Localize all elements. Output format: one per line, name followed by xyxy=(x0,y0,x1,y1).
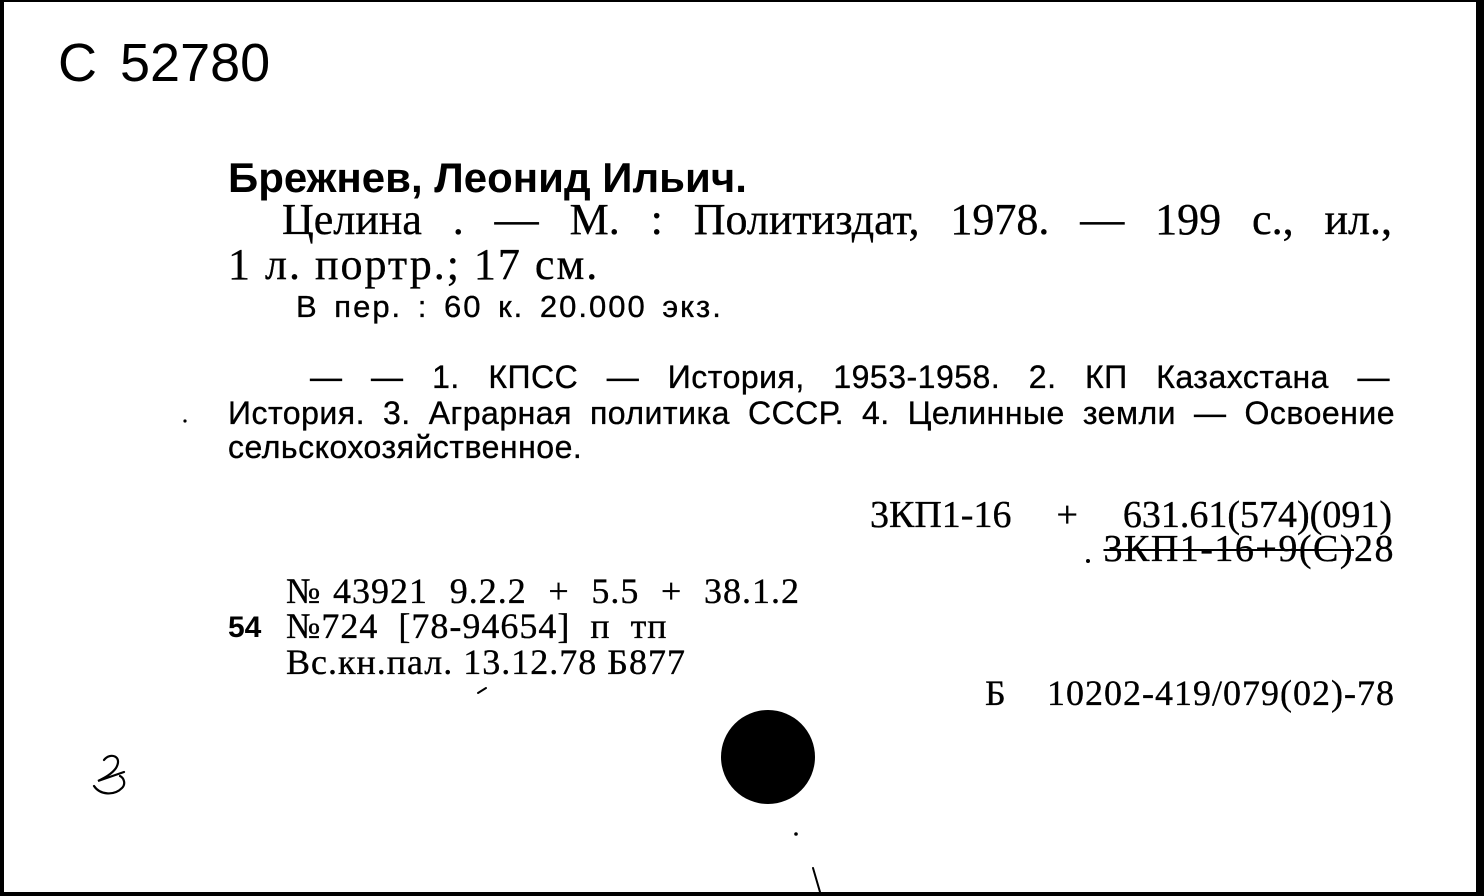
physical-description: 1 л. портр.; 17 см. xyxy=(228,240,600,289)
card-number-line: №724 [78-94654] п тп xyxy=(286,606,668,646)
classification-tail: 28 xyxy=(1354,528,1395,570)
price-and-print-run: В пер. : 60 к. 20.000 экз. xyxy=(296,289,723,324)
order-number-line: №43921 9.2.2 + 5.5 + 38.1.2 xyxy=(286,571,800,611)
punch-hole xyxy=(721,710,815,804)
subject-headings-line: сельскохозяйственное. xyxy=(228,429,583,465)
shelf-mark: С 52780 xyxy=(58,33,271,93)
classification-index-corrected xyxy=(1103,530,1395,568)
title-imprint-line: Целина . — М. : Политиздат, 1978. — 199 с., ил., xyxy=(282,195,1392,244)
subject-headings-line: История. 3. Аграрная политика СССР. 4. Целинные земли — Освоение xyxy=(228,395,1395,431)
copies-number: 54 xyxy=(228,611,262,644)
struck-classification: 3КП1-16+9(С) xyxy=(1103,528,1354,570)
subject-headings-line: — — 1. КПСС — История, 1953-1958. 2. КП Казахстана — xyxy=(310,359,1390,395)
author-heading: Брежнев, Леонид Ильич. xyxy=(228,154,747,201)
classification-index: 3КП1-16 + 631.61(574)(091) xyxy=(870,494,1392,536)
book-chamber-line: Вс.кн.пал. 13.12.78 Б877 xyxy=(286,642,686,682)
publisher-code: Б 10202-419/079(02)-78 xyxy=(985,673,1395,713)
